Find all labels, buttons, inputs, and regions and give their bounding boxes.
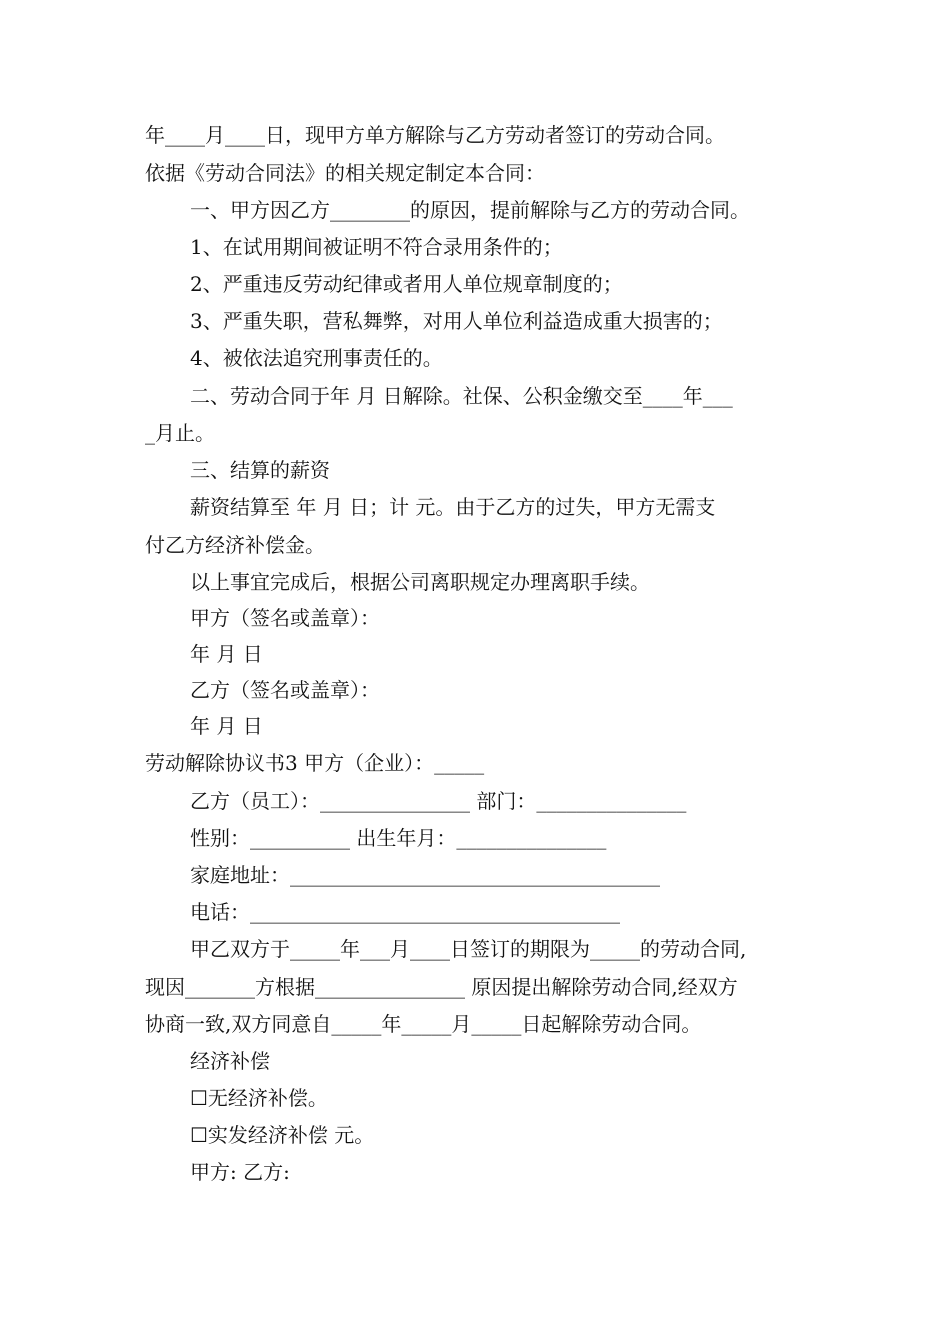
signature-line: 甲方: 乙方: [190,1160,290,1184]
date-line: 年 月 日 [190,714,263,738]
clause-3: 三、结算的薪资 [190,458,330,482]
checkbox-option: ☐实发经济补偿 元。 [190,1123,375,1147]
clause-1: 一、甲方因乙方________的原因，提前解除与乙方的劳动合同。 [190,198,750,222]
text-line: 现因_______方根据_______________ 原因提出解除劳动合同,经双方 [145,975,738,999]
list-item: 2、严重违反劳动纪律或者用人单位规章制度的； [190,272,623,296]
date-line: 年 月 日 [190,642,263,666]
list-item: 1、在试用期间被证明不符合录用条件的； [190,235,563,259]
signature-party-b: 乙方（签名或盖章）： [190,678,380,702]
list-item: 3、严重失职，营私舞弊，对用人单位利益造成重大损害的； [190,309,723,333]
text-line: 甲乙双方于_____年___月____日签订的期限为_____的劳动合同, [190,937,747,961]
text-line: 协商一致,双方同意自_____年_____月_____日起解除劳动合同。 [145,1012,702,1036]
text-line: 依据《劳动合同法》的相关规定制定本合同： [145,161,545,185]
text-line: 以上事宜完成后，根据公司离职规定办理离职手续。 [190,570,650,594]
form-line: 乙方（员工）：_______________ 部门：_______________ [190,789,687,813]
text-line: 付乙方经济补偿金。 [145,533,325,557]
text-line: 薪资结算至 年 月 日；计 元。由于乙方的过失，甲方无需支 [190,495,716,519]
section-heading: 劳动解除协议书3 甲方（企业）：_____ [145,751,485,775]
form-line: 家庭地址：_____________________________________ [190,863,660,887]
form-line: 性别：__________ 出生年月：_______________ [190,826,607,850]
signature-party-a: 甲方（签名或盖章）： [190,606,380,630]
section-heading: 经济补偿 [190,1049,270,1073]
list-item: 4、被依法追究刑事责任的。 [190,346,443,370]
checkbox-option: ☐无经济补偿。 [190,1086,328,1110]
form-line: 电话：_____________________________________ [190,900,620,924]
text-line: _月止。 [145,421,215,445]
clause-2: 二、劳动合同于年 月 日解除。社保、公积金缴交至____年___ [190,384,733,408]
text-line: 年____月____日，现甲方单方解除与乙方劳动者签订的劳动合同。 [145,123,725,147]
